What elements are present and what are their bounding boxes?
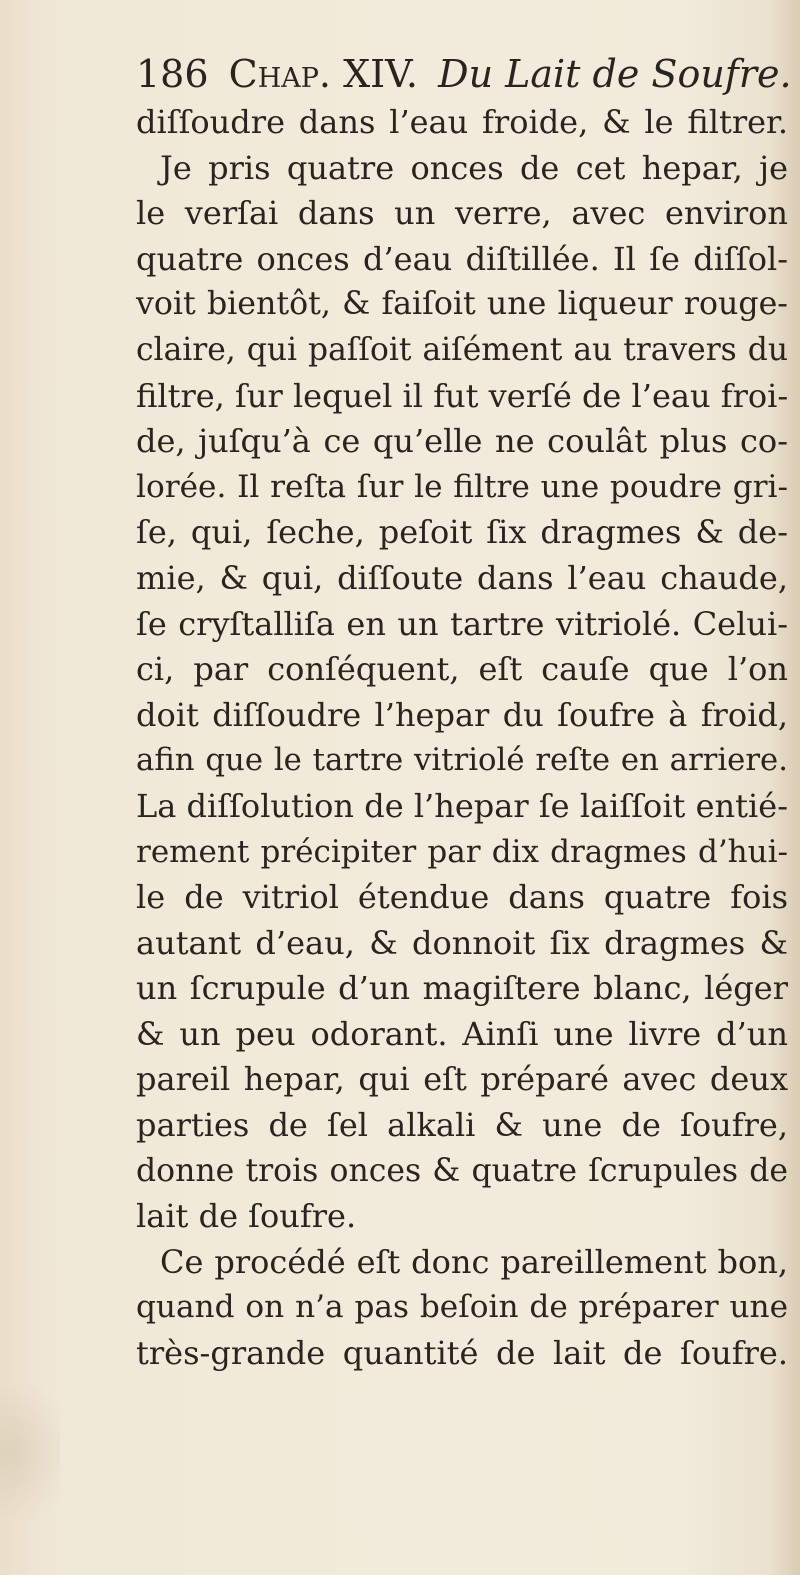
text-line: très-grande quantité de lait de ſoufre. (136, 1334, 788, 1373)
text-line: & un peu odorant. Ainſi une livre d’un (136, 1014, 788, 1053)
text-line: rement précipiter par dix dragmes d’hui- (136, 833, 788, 870)
text-line: le verſai dans un verre, avec environ (136, 194, 788, 233)
text-line: diſſoudre dans l’eau froide, & le filtrer. (136, 103, 788, 141)
text-line: ſe cryſtalliſa en un tartre vitriolé. Celui- (136, 604, 788, 643)
text-line: quand on n’a pas beſoin de préparer une (136, 1289, 788, 1326)
text-line: Je pris quatre onces de cet hepar, je (160, 148, 788, 187)
running-header (136, 52, 792, 96)
text-line: Ce procédé eſt donc pareillement bon, (160, 1242, 788, 1281)
text-line: pareil hepar, qui eſt préparé avec deux (136, 1060, 788, 1099)
text-line: autant d’eau, & donnoit ſix dragmes & (136, 923, 788, 962)
text-line: doit diſſoudre l’hepar du ſoufre à froid, (136, 695, 788, 734)
text-line: filtre, ſur lequel il fut verſé de l’eau froi- (136, 376, 789, 415)
body-text (136, 100, 788, 1377)
text-line: La diſſolution de l’hepar ſe laiſſoit entié- (136, 786, 788, 825)
text-line: lorée. Il reſta ſur le filtre une poudre gri- (136, 468, 788, 505)
text-line: afin que le tartre vitriolé reſte en arriere. (136, 742, 788, 779)
page-number: 186 (136, 52, 209, 96)
text-line: lait de ſoufre. (136, 1197, 357, 1236)
text-line: quatre onces d’eau diſtillée. Il ſe diſſol- (136, 239, 788, 278)
text-line: claire, qui paſſoit aiſément au travers du (136, 331, 788, 368)
text-line: ci, par conſéquent, eſt cauſe que l’on (136, 650, 788, 689)
text-line: de, juſqu’à ce qu’elle ne coulât plus co- (136, 422, 788, 461)
text-line: voit bientôt, & faiſoit une liqueur rouge- (136, 286, 788, 323)
chapter-label: Chap. XIV. (228, 52, 419, 96)
paper-stain (0, 1380, 60, 1560)
text-line: donne trois onces & quatre ſcrupules de (136, 1152, 788, 1189)
text-line: parties de ſel alkali & une de ſoufre, (136, 1106, 788, 1145)
text-line: un ſcrupule d’un magiſtere blanc, léger (136, 969, 788, 1008)
text-line: mie, & qui, diſſoute dans l’eau chaude, (136, 558, 788, 597)
text-line: le de vitriol étendue dans quatre fois (136, 878, 788, 917)
chapter-title: Du Lait de Soufre. (438, 52, 792, 96)
text-line: ſe, qui, ſeche, peſoit ſix dragmes & de- (136, 513, 788, 552)
